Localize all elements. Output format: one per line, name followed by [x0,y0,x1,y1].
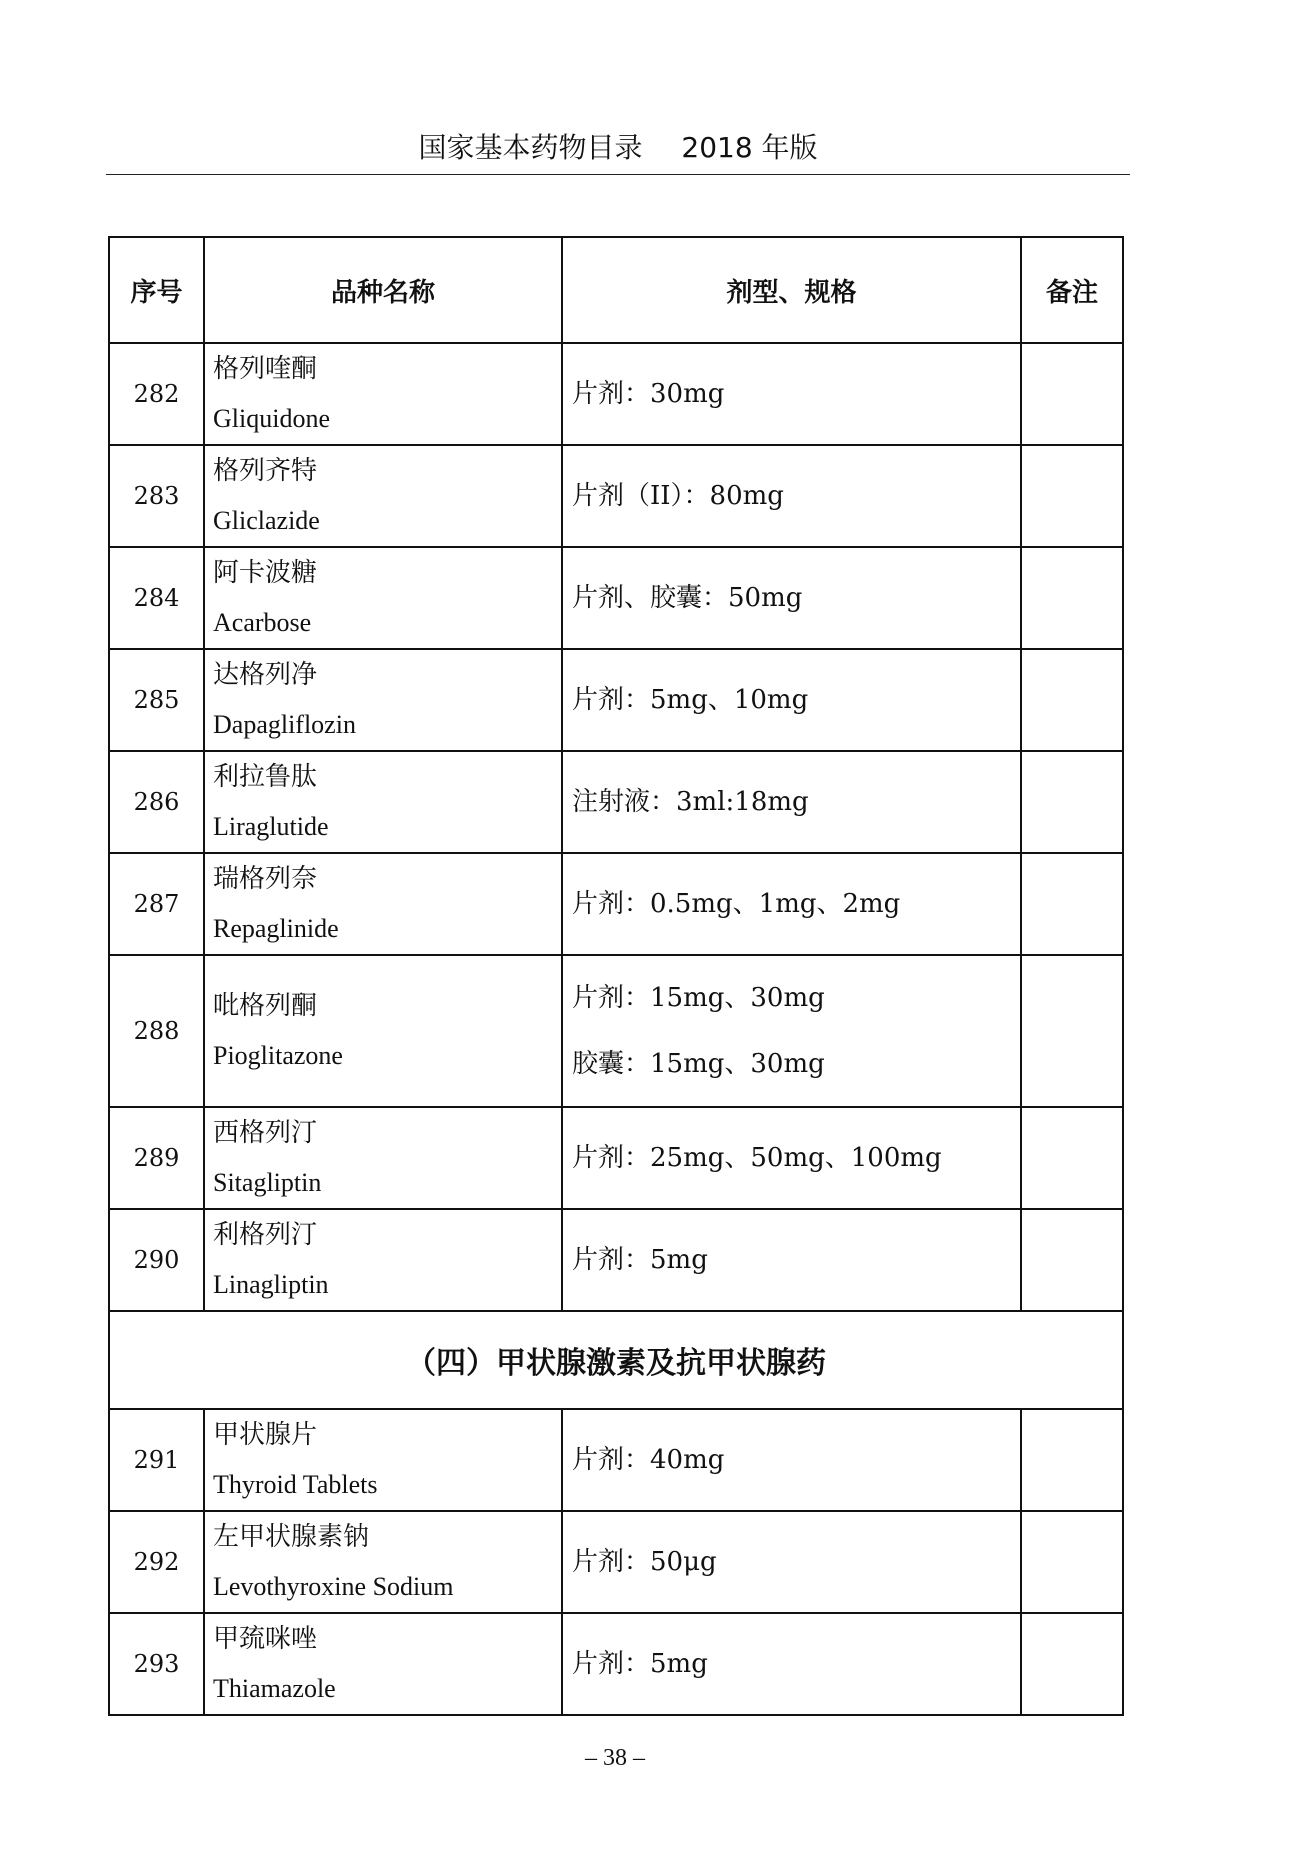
dosage-spec-cell [562,1409,1021,1511]
dosage-spec-cell [562,445,1021,547]
dosage-spec: 片剂：5mg、10mg [572,685,809,715]
note-cell [1021,1511,1123,1613]
table-row [109,1511,1123,1613]
drug-number: 284 [109,547,204,649]
table-body-antidiabetic [109,343,1123,1311]
note-cell [1021,955,1123,1107]
dosage-spec: 片剂：15mg、30mg [572,983,825,1013]
dosage-spec: 注射液：3ml:18mg [572,787,809,817]
drug-name-english: Linagliptin [213,1270,329,1299]
note-cell [1021,751,1123,853]
drug-name-chinese: 达格列净 [213,660,318,690]
drug-number: 283 [109,445,204,547]
drug-name-english: Liraglutide [213,812,329,841]
table-row [109,1613,1123,1715]
dosage-spec-cell [562,955,1021,1107]
note-cell [1021,649,1123,751]
drug-number: 285 [109,649,204,751]
dosage-spec-cell [562,343,1021,445]
drug-name-cell [204,1409,562,1511]
dosage-spec: 胶囊：15mg、30mg [572,1049,825,1079]
column-header-note: 备注 [1021,237,1123,343]
drug-name-cell [204,445,562,547]
table-body-thyroid [109,1409,1123,1715]
note-cell [1021,1107,1123,1209]
page-number: – 38 – [585,1745,645,1771]
note-cell [1021,1409,1123,1511]
drug-name-chinese: 吡格列酮 [213,991,318,1021]
drug-name-chinese: 利拉鲁肽 [213,762,318,792]
dosage-spec: 片剂、胶囊：50mg [572,583,803,613]
note-cell [1021,853,1123,955]
table-row [109,343,1123,445]
dosage-spec: 片剂：25mg、50mg、100mg [572,1143,942,1173]
drug-name-cell [204,1209,562,1311]
drug-number: 290 [109,1209,204,1311]
dosage-spec-cell [562,1107,1021,1209]
page-header [106,126,1130,175]
drug-name-chinese: 左甲状腺素钠 [213,1522,370,1552]
note-cell [1021,343,1123,445]
dosage-spec-cell [562,1209,1021,1311]
drug-number: 289 [109,1107,204,1209]
document-edition: 2018 年版 [681,131,818,164]
drug-name-cell [204,955,562,1107]
dosage-spec-cell [562,547,1021,649]
drug-name-chinese: 瑞格列奈 [213,864,318,894]
drug-name-english: Gliclazide [213,506,320,535]
table-row [109,751,1123,853]
note-cell [1021,1613,1123,1715]
dosage-spec: 片剂：0.5mg、1mg、2mg [572,889,901,919]
drug-number: 292 [109,1511,204,1613]
document-title: 国家基本药物目录 [418,131,643,164]
note-cell [1021,547,1123,649]
drug-name-english: Repaglinide [213,914,339,943]
drug-name-chinese: 西格列汀 [213,1118,318,1148]
drug-name-english: Thyroid Tablets [213,1470,378,1499]
dosage-spec: 片剂（II）：80mg [572,481,784,511]
dosage-spec-cell [562,751,1021,853]
drug-name-english: Sitagliptin [213,1168,322,1197]
table-row [109,853,1123,955]
drug-name-cell [204,343,562,445]
column-header-number: 序号 [109,237,204,343]
table-row [109,1107,1123,1209]
drug-name-english: Levothyroxine Sodium [213,1572,454,1601]
dosage-spec: 片剂：5mg [572,1649,708,1679]
drug-name-cell [204,649,562,751]
dosage-spec: 片剂：50μg [572,1547,717,1577]
drug-name-cell [204,751,562,853]
drug-number: 282 [109,343,204,445]
drug-name-english: Pioglitazone [213,1041,343,1070]
dosage-spec-cell [562,1511,1021,1613]
drug-name-chinese: 格列齐特 [213,456,318,486]
dosage-spec: 片剂：30mg [572,379,725,409]
note-cell [1021,445,1123,547]
drug-name-cell [204,1511,562,1613]
column-header-spec: 剂型、规格 [562,237,1021,343]
table-row [109,547,1123,649]
drug-number: 288 [109,955,204,1107]
drug-name-cell [204,1107,562,1209]
section-row [109,1311,1123,1409]
drug-name-cell [204,1613,562,1715]
table-row [109,649,1123,751]
drug-table [108,236,1124,1716]
drug-number: 291 [109,1409,204,1511]
table-header-row [109,237,1123,343]
drug-name-english: Thiamazole [213,1674,336,1703]
drug-name-chinese: 甲巯咪唑 [213,1624,318,1654]
drug-number: 286 [109,751,204,853]
drug-number: 287 [109,853,204,955]
dosage-spec-cell [562,853,1021,955]
table-row [109,1409,1123,1511]
table-row [109,1209,1123,1311]
note-cell [1021,1209,1123,1311]
table-row [109,445,1123,547]
table-row [109,955,1123,1107]
column-header-name: 品种名称 [204,237,562,343]
drug-name-cell [204,853,562,955]
drug-number: 293 [109,1613,204,1715]
drug-name-english: Dapagliflozin [213,710,356,739]
drug-name-chinese: 阿卡波糖 [213,558,318,588]
drug-name-chinese: 格列喹酮 [213,354,318,384]
dosage-spec: 片剂：40mg [572,1445,725,1475]
drug-name-chinese: 利格列汀 [213,1220,318,1250]
dosage-spec-cell [562,649,1021,751]
drug-name-english: Gliquidone [213,404,330,433]
section-title: （四）甲状腺激素及抗甲状腺药 [109,1311,1123,1409]
dosage-spec-cell [562,1613,1021,1715]
drug-name-english: Acarbose [213,608,312,637]
drug-name-chinese: 甲状腺片 [213,1420,318,1450]
dosage-spec: 片剂：5mg [572,1245,708,1275]
drug-name-cell [204,547,562,649]
